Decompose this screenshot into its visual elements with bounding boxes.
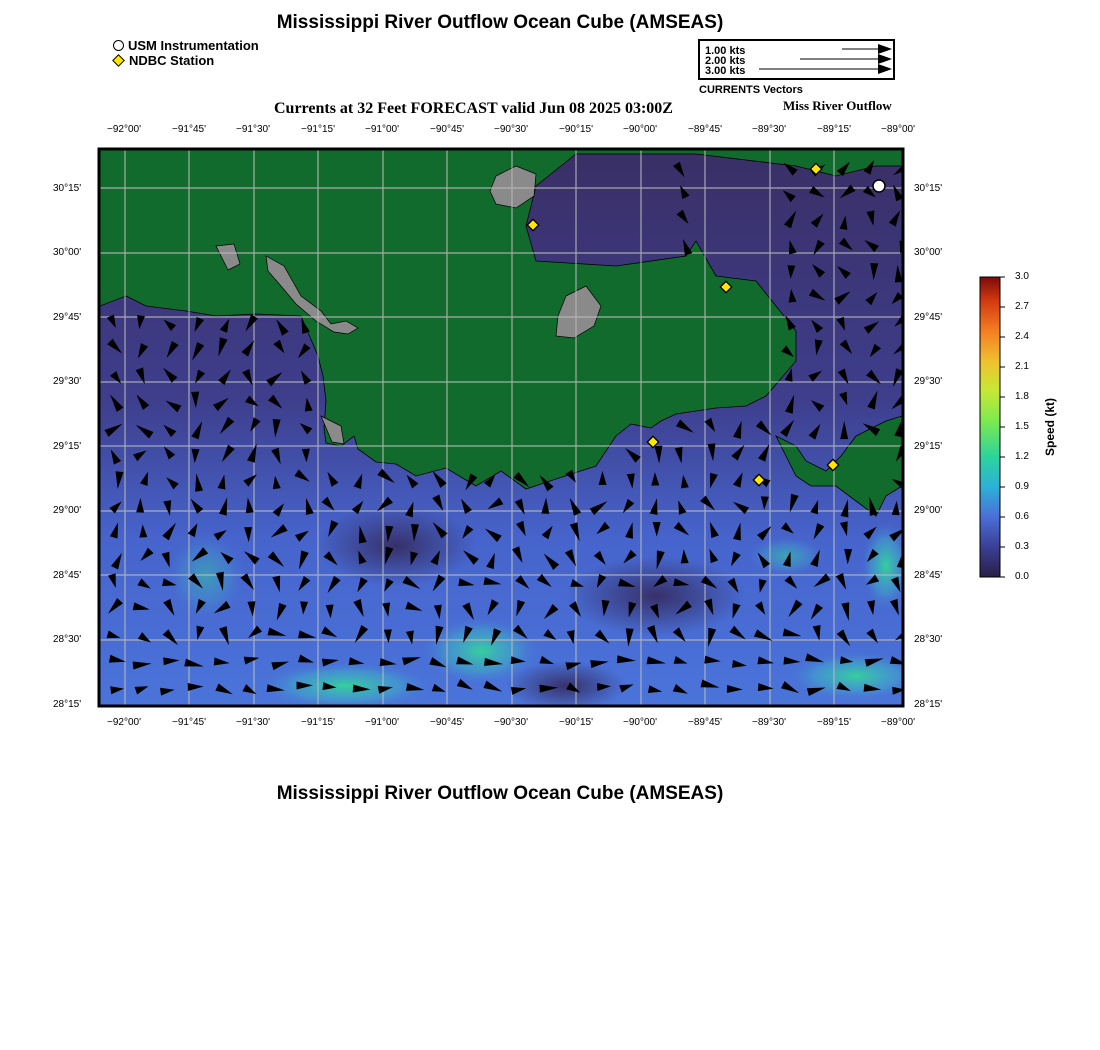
- vector-key-entry: 2.00 kts: [705, 55, 746, 67]
- lon-label: −90°45': [430, 717, 464, 728]
- lon-label: −90°45': [430, 124, 464, 135]
- legend-usm: [113, 38, 259, 53]
- lon-label: −89°00': [881, 717, 915, 728]
- lon-label: −91°30': [236, 124, 270, 135]
- lat-label: 30°00': [914, 247, 943, 258]
- map-subtitle: Currents at 32 Feet FORECAST valid Jun 08 2025 03:00Z: [274, 100, 673, 117]
- lon-label: −89°15': [817, 717, 851, 728]
- colorbar-tick: 2.1: [1015, 361, 1029, 372]
- map-content: [96, 146, 906, 709]
- lat-label: 29°00': [914, 505, 943, 516]
- lon-label: −90°00': [623, 717, 657, 728]
- lon-label: −91°30': [236, 717, 270, 728]
- vector-key-entry: 1.00 kts: [705, 45, 746, 57]
- lat-label: 29°00': [53, 505, 82, 516]
- lon-label: −89°45': [688, 124, 722, 135]
- lon-label: −90°30': [494, 717, 528, 728]
- lon-label: −90°00': [623, 124, 657, 135]
- vector-key-arrows: [698, 39, 895, 80]
- lon-label: −89°30': [752, 124, 786, 135]
- lon-label: −89°15': [817, 124, 851, 135]
- map-title-top: Mississippi River Outflow Ocean Cube (AMSEAS): [276, 12, 724, 33]
- lat-label: 29°45': [914, 312, 943, 323]
- lon-label: −91°00': [365, 124, 399, 135]
- lat-label: 28°45': [914, 570, 943, 581]
- colorbar-tick: 1.2: [1015, 451, 1029, 462]
- outflow-label: Miss River Outflow: [783, 98, 892, 113]
- lat-label: 29°15': [53, 441, 82, 452]
- lat-label: 29°30': [914, 376, 943, 387]
- colorbar-tick: 3.0: [1015, 271, 1029, 282]
- lon-label: −91°15': [301, 717, 335, 728]
- colorbar-tick: 0.0: [1015, 571, 1029, 582]
- lon-label: −89°30': [752, 717, 786, 728]
- usm-instrument-marker[interactable]: [873, 180, 885, 192]
- lon-label: −90°15': [559, 124, 593, 135]
- lat-label: 28°30': [914, 634, 943, 645]
- lat-label: 29°45': [53, 312, 82, 323]
- colorbar-tick: 2.4: [1015, 331, 1029, 342]
- lon-label: −92°00': [107, 124, 141, 135]
- colorbar-title: Speed (kt): [1043, 398, 1057, 457]
- lat-label: 28°15': [53, 699, 82, 710]
- map-title-bottom: Mississippi River Outflow Ocean Cube (AMSEAS): [276, 783, 724, 804]
- lat-label: 29°30': [53, 376, 82, 387]
- lon-label: −91°45': [172, 124, 206, 135]
- colorbar-tick: 1.8: [1015, 391, 1029, 402]
- colorbar-ramp: [980, 277, 1000, 577]
- lon-label: −91°00': [365, 717, 399, 728]
- lat-label: 29°15': [914, 441, 943, 452]
- colorbar-tick: 2.7: [1015, 301, 1029, 312]
- legend-usm-label: USM Instrumentation: [128, 38, 259, 53]
- lat-label: 30°00': [53, 247, 82, 258]
- vector-key-caption: CURRENTS Vectors: [699, 84, 803, 96]
- lon-label: −90°30': [494, 124, 528, 135]
- lat-label: 28°45': [53, 570, 82, 581]
- lon-label: −91°15': [301, 124, 335, 135]
- lon-label: −89°45': [688, 717, 722, 728]
- ndbc-diamond-icon: [112, 54, 125, 67]
- colorbar-tick: 0.3: [1015, 541, 1029, 552]
- lat-label: 30°15': [53, 183, 82, 194]
- lon-label: −90°15': [559, 717, 593, 728]
- colorbar-tick: 0.6: [1015, 511, 1029, 522]
- legend-ndbc-label: NDBC Station: [129, 53, 215, 68]
- lat-label: 28°15': [914, 699, 943, 710]
- lon-label: −89°00': [881, 124, 915, 135]
- colorbar-tick: 0.9: [1015, 481, 1029, 492]
- lat-label: 30°15': [914, 183, 943, 194]
- colorbar-tick: 1.5: [1015, 421, 1029, 432]
- lon-label: −92°00': [107, 717, 141, 728]
- speed-colorbar: [975, 270, 1045, 585]
- usm-circle-icon: [113, 40, 124, 51]
- legend-ndbc: [113, 53, 214, 68]
- lon-label: −91°45': [172, 717, 206, 728]
- vector-key-entry: 3.00 kts: [705, 65, 746, 77]
- vector-key: [698, 39, 895, 80]
- current-map: [96, 146, 906, 709]
- lat-label: 28°30': [53, 634, 82, 645]
